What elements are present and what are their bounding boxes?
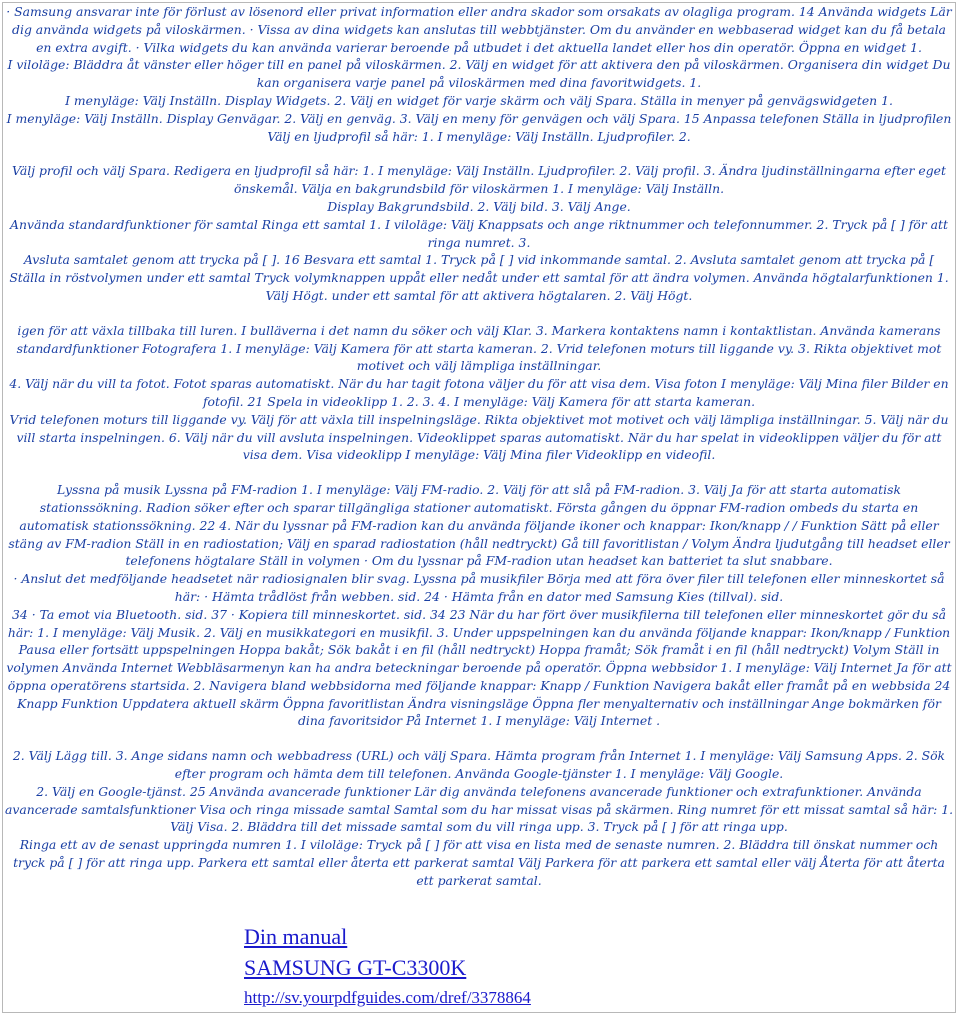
paragraph: · Anslut det medföljande headsetet när radiosignalen blir svag. Lyssna på musikfiler Börja med att föra över filer till telefonen eller minneskortet så här: · Hämta trådlöst från webben. sid. 24 · Hämta från en dator med Samsung Kies (tillval). sid. xyxy=(13,571,945,604)
model-link[interactable]: SAMSUNG GT-C3300K xyxy=(244,955,467,980)
paragraph: Avsluta samtalet genom att trycka på [ ]. 16 Besvara ett samtal 1. Tryck på [ ] vid inkommande samtal. 2. Avsluta samtalet genom att trycka på [ Ställa in röstvolymen under ett samtal Tryck volymknappen uppåt eller nedåt under ett samtal för att ändra volymen. Använda högtalarfunktionen 1. Välj Högt. under ett samtal för att aktivera högtalaren. 2. Välj Högt. xyxy=(9,252,949,303)
paragraph: igen för att växla tillbaka till luren. I bulläverna i det namn du söker och välj Klar. 3. Markera kontaktens namn i kontaktlistan. Använda kamerans standardfunktioner Fotografera 1. I menyläge: Välj Kamera för att starta kameran. 2. Vrid telefonen moturs till liggande vy. 3. Rikta objektivet mot motivet och välj lämpliga inställningar. xyxy=(16,322,942,374)
paragraph: Vrid telefonen moturs till liggande vy. Välj för att växla till inspelningsläge. Rikta objektivet mot motivet och välj lämpliga inställningar. 5. Välj när du vill starta inspelningen. 6. Välj när du vill avsluta inspelningen. Videoklippet sparas automatiskt. När du har spelat in videoklippen väljer du för att visa dem. Visa videoklipp I menyläge: Välj Mina filer Videoklipp en videofil. xyxy=(9,411,949,463)
paragraph: Välj Visa. 2. Bläddra till det missade samtal som du vill ringa upp. 3. Tryck på [ ] för att ringa upp. xyxy=(170,819,788,835)
paragraph: 2. Välj en Google-tjänst. 25 Använda avancerade funktioner Lär dig använda telefonens avancerade funktioner och extrafunktioner. Använda avancerade samtalsfunktioner Visa och ringa missade samtal Samtal som du har missat visas på skärmen. Ring numret för ett missat samtal så här: 1. xyxy=(4,783,954,817)
manual-title-link[interactable]: Din manual xyxy=(244,924,348,949)
paragraph: 2. Välj Lägg till. 3. Ange sidans namn och webbadress (URL) och välj Spara. Hämta program från Internet 1. I menyläge: Välj Samsung Apps. 2. Sök efter program och hämta dem till telefonen. Använda Google-tjänster 1. I menyläge: Välj Google. xyxy=(12,748,946,782)
paragraph: I menyläge: Välj Inställn. Display Genvägar. 2. Välj en genväg. 3. Välj en meny för genvägen och välj Spara. 15 Anpassa telefonen Ställa in ljudprofilen Välj en ljudprofil så här: 1. I menyläge: Välj Inställn. Ljudprofiler. 2. xyxy=(6,110,952,144)
paragraph: · Samsung ansvarar inte för förlust av lösenord eller privat information eller andra skador som orsakats av olagliga program. 14 Använda widgets Lär dig använda widgets på viloskärmen. · Vissa av dina widgets kan anslutas till webbtjänster. Om du använder en webbaserad widget kan du få betala en extra avgift. · Vilka widgets du kan använda varierar beroende på utbudet i det aktuella landet eller hos din operatör. Öppna en widget 1. xyxy=(6,4,952,55)
paragraph: I menyläge: Välj Inställn. Display Widgets. 2. Välj en widget för varje skärm och välj Spara. Ställa in menyer på genvägswidgeten 1. xyxy=(65,92,893,108)
document-body xyxy=(4,3,954,890)
url-link[interactable]: http://sv.yourpdfguides.com/dref/3378864 xyxy=(244,988,531,1007)
paragraph: 4. Välj när du vill ta fotot. Fotot sparas automatiskt. När du har tagit fotona väljer du för att visa dem. Visa foton I menyläge: Välj Mina filer Bilder en fotofil. 21 Spela in videoklipp 1. 2. 3. 4. I menyläge: Välj Kamera för att starta kameran. xyxy=(9,376,949,409)
paragraph: Lyssna på musik Lyssna på FM-radion 1. I menyläge: Välj FM-radio. 2. Välj för att slå på FM-radion. 3. Välj Ja för att starta automatisk stationssökning. Radion söker efter och sparar tillgängliga stationer automatiskt. Första gången du öppnar FM-radion ombeds du starta en automatisk stationssökning. 22 4. När du lyssnar på FM-radion kan du använda följande ikoner och knappar: Ikon/knapp / / Funktion Sätt på eller stäng av FM-radion Ställ in en radiostation; Välj en sparad radiostation (håll nedtryckt) Gå till favoritlistan / Volym Ändra ljudutgång till headset eller telefonens högtalare Ställ in volymen · Om du lyssnar på FM-radion utan headset kan batteriet ta slut snabbare. xyxy=(8,482,950,569)
footer-links xyxy=(244,921,531,1010)
paragraph: 34 · Ta emot via Bluetooth. sid. 37 · Kopiera till minneskortet. sid. 34 23 När du har fört över musikfilerna till telefonen eller minneskortet gör du så här: 1. I menyläge: Välj Musik. 2. Välj en musikkategori en musikfil. 3. Under uppspelningen kan du använda följande knappar: Ikon/knapp / Funktion Pausa eller fortsätt uppspelningen Hoppa bakåt; Sök bakåt i en fil (håll nedtryckt) Hoppa framåt; Sök framåt i en fil (håll nedtryckt) Volym Ställ in volymen Använda Internet Webbläsarmenyn kan ha andra beteckningar beroende på operatör. Öppna webbsidor 1. I menyläge: Välj Internet Ja för att öppna operatörens startsida. 2. Navigera bland webbsidorna med följande knappar: Knapp / Funktion Navigera bakåt eller framåt på en webbsida 24 Knapp Funktion Uppdatera aktuell skärm Öppna favoritlistan Ändra visningsläge Öppna fler menyalternativ och inställningar Ange bokmärken för dina favoritsidor På Internet 1. I menyläge: Välj Internet . xyxy=(6,606,952,729)
paragraph: Ringa ett av de senast uppringda numren 1. I viloläge: Tryck på [ ] för att visa en lista med de senaste numren. 2. Bläddra till önskat nummer och tryck på [ ] för att ringa upp. Parkera ett samtal eller återta ett parkerat samtal Välj Parkera för att parkera ett samtal eller välj Återta för att återta ett parkerat samtal. xyxy=(13,837,945,888)
paragraph: Använda standardfunktioner för samtal Ringa ett samtal 1. I viloläge: Välj Knappsats och ange riktnummer och telefonnummer. 2. Tryck på [ ] för att ringa numret. 3. xyxy=(10,216,948,250)
paragraph: I viloläge: Bläddra åt vänster eller höger till en panel på viloskärmen. 2. Välj en widget för att aktivera den på viloskärmen. Organisera din widget Du kan organisera varje panel på viloskärmen med dina favoritwidgets. 1. xyxy=(7,57,951,91)
paragraph: Display Bakgrundsbild. 2. Välj bild. 3. Välj Ange. xyxy=(327,198,631,214)
paragraph: Välj profil och välj Spara. Redigera en ljudprofil så här: 1. I menyläge: Välj Inställn. Ljudprofiler. 2. Välj profil. 3. Ändra ljudinställningarna efter eget önskemål. Välja en bakgrundsbild för viloskärmen 1. I menyläge: Välj Inställn. xyxy=(12,163,946,197)
